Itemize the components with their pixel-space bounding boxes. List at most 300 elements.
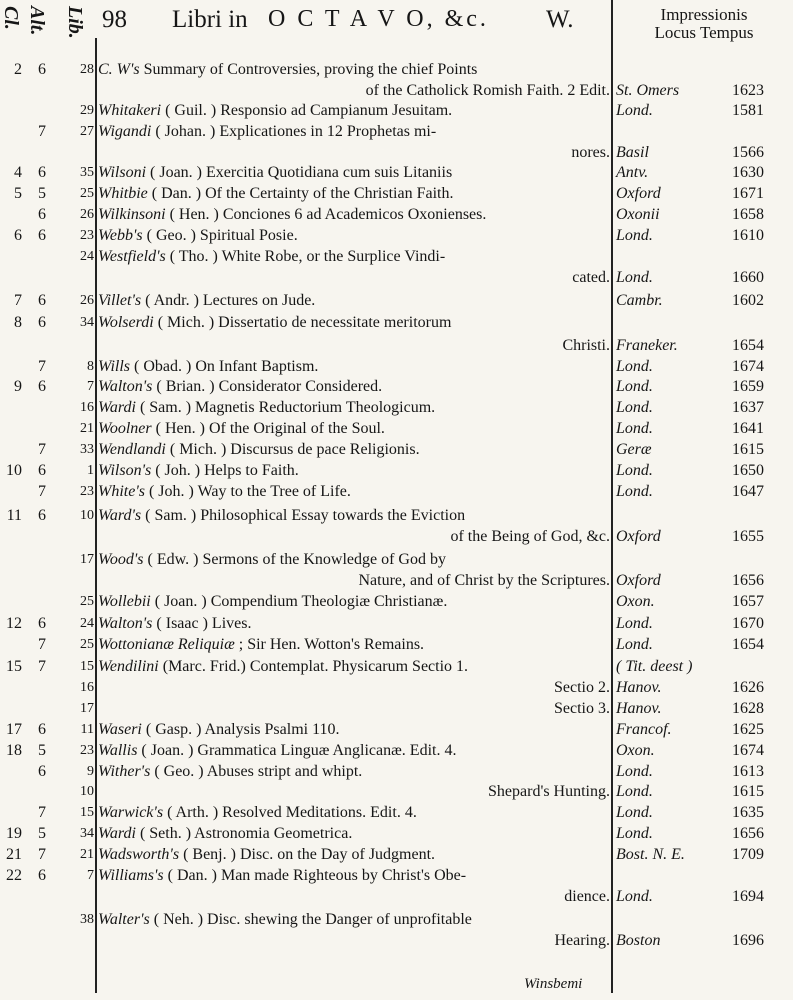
book-number: 21 — [80, 421, 94, 436]
author-name: Villet's — [98, 292, 142, 309]
imprint-year: 1671 — [732, 185, 764, 202]
title-text: ; Sir Hen. Wotton's Remains. — [234, 636, 425, 653]
title-text: ( Hen. ) Conciones 6 ad Academicos Oxonienses. — [165, 206, 487, 223]
title-text: Shepard's Hunting. — [488, 783, 610, 800]
imprint-place: Basil — [616, 144, 649, 161]
imprint-year: 1674 — [732, 358, 764, 375]
imprint-place: Oxon. — [616, 593, 655, 610]
entry-text — [98, 887, 610, 907]
shelf-number: 7 — [38, 441, 46, 458]
imprint-year: 1628 — [732, 700, 764, 717]
shelf-number: 7 — [38, 358, 46, 375]
book-number: 38 — [80, 912, 94, 927]
entry-text — [98, 635, 610, 655]
imprint-year: 1650 — [732, 462, 764, 479]
class-number: 11 — [6, 507, 22, 524]
class-number: 7 — [14, 292, 22, 309]
book-number: 35 — [80, 165, 94, 180]
author-name: Wither's — [98, 763, 151, 780]
entry-text — [98, 824, 610, 844]
imprint-year: 1566 — [732, 144, 764, 161]
book-number: 26 — [80, 207, 94, 222]
imprint-year: 1637 — [732, 399, 764, 416]
author-name: Whitakeri — [98, 102, 162, 119]
entry-text — [98, 845, 610, 865]
entry-text — [98, 122, 610, 142]
book-number: 28 — [80, 62, 94, 77]
entry-text — [98, 762, 610, 782]
title-text: ( Joan. ) Exercitia Quotidiana cum suis Litaniis — [146, 164, 453, 181]
book-number: 21 — [80, 847, 94, 862]
imprint-year: 1674 — [732, 742, 764, 759]
title-text: ( Joh. ) Way to the Tree of Life. — [144, 483, 351, 500]
book-number: 25 — [80, 637, 94, 652]
catalogue-row — [0, 440, 793, 460]
title-text: ( Edw. ) Sermons of the Knowledge of God by — [143, 551, 446, 568]
catalogue-row — [0, 614, 793, 634]
title-text: of the Being of God, &c. — [450, 528, 610, 545]
shelf-number: 6 — [38, 314, 46, 331]
imprint-year: 1615 — [732, 783, 764, 800]
catchword: Winsbemi — [524, 976, 583, 992]
title-text: ( Arth. ) Resolved Meditations. Edit. 4. — [163, 804, 417, 821]
shelf-number: 6 — [38, 462, 46, 479]
imprint-place: Lond. — [616, 378, 653, 395]
imprint-year: 1610 — [732, 227, 764, 244]
catalogue-row — [0, 845, 793, 865]
catalogue-row — [0, 506, 793, 526]
class-number: 22 — [6, 867, 22, 884]
catalogue-row — [0, 377, 793, 397]
book-number: 26 — [80, 293, 94, 308]
entry-text — [98, 866, 610, 886]
imprint-place: Lond. — [616, 783, 653, 800]
author-name: Wottonianæ Reliquiæ — [98, 636, 235, 653]
imprint-place: Lond. — [616, 399, 653, 416]
imprint-place: Francof. — [616, 721, 672, 738]
imprint-year: 1656 — [732, 572, 764, 589]
title-text: ( Sam. ) Magnetis Reductorium Theologicum. — [135, 399, 436, 416]
book-number: 15 — [80, 805, 94, 820]
imprint-place: Cambr. — [616, 292, 663, 309]
entry-text — [98, 163, 610, 183]
title-text: ( Hen. ) Of the Original of the Soul. — [151, 420, 385, 437]
imprint-place: Geræ — [616, 441, 652, 458]
author-name: Walton's — [98, 615, 153, 632]
catalogue-row — [0, 357, 793, 377]
title-text: Hearing. — [554, 932, 610, 949]
imprint-year: 1670 — [732, 615, 764, 632]
col-header-alt: Alt. — [26, 6, 48, 36]
title-text: ( Andr. ) Lectures on Jude. — [141, 292, 316, 309]
imprint-year: 1709 — [732, 846, 764, 863]
catalogue-row — [0, 699, 793, 719]
imprint-place: St. Omers — [616, 82, 680, 99]
author-name: Walton's — [98, 378, 153, 395]
imprint-year: 1654 — [732, 337, 764, 354]
catalogue-row — [0, 910, 793, 930]
shelf-number: 5 — [38, 742, 46, 759]
title-text: ( Seth. ) Astronomia Geometrica. — [135, 825, 353, 842]
book-number: 7 — [87, 379, 94, 394]
catalogue-row — [0, 527, 793, 547]
catalogue-row — [0, 205, 793, 225]
title-text: ( Johan. ) Explicationes in 12 Prophetas mi- — [151, 123, 437, 140]
author-name: Wills — [98, 358, 131, 375]
imprint-place: Lond. — [616, 763, 653, 780]
catalogue-row — [0, 101, 793, 121]
author-name: Walter's — [98, 911, 150, 928]
book-number: 23 — [80, 743, 94, 758]
entry-text — [98, 440, 610, 460]
catalogue-row — [0, 720, 793, 740]
book-number: 27 — [80, 124, 94, 139]
shelf-number: 6 — [38, 721, 46, 738]
title-text: ( Obad. ) On Infant Baptism. — [130, 358, 319, 375]
imprint-year: 1660 — [732, 269, 764, 286]
title-text: ( Dan. ) Man made Righteous by Christ's Obe- — [163, 867, 467, 884]
imprint-place: Oxford — [616, 572, 661, 589]
catalogue-row — [0, 482, 793, 502]
shelf-number: 7 — [38, 636, 46, 653]
title-text: ( Sam. ) Philosophical Essay towards the Eviction — [141, 507, 466, 524]
imprint-place: Franeker. — [616, 337, 678, 354]
entry-text — [98, 699, 610, 719]
imprint-place: Lond. — [616, 269, 653, 286]
author-name: Whitbie — [98, 185, 148, 202]
book-number: 29 — [80, 103, 94, 118]
entry-text — [98, 336, 610, 356]
book-number: 9 — [87, 764, 94, 779]
title-text: of the Catholick Romish Faith. 2 Edit. — [365, 82, 610, 99]
book-number: 34 — [80, 315, 94, 330]
book-number: 25 — [80, 594, 94, 609]
title-text: ( Tho. ) White Robe, or the Surplice Vindi- — [165, 248, 446, 265]
author-name: Wallis — [98, 742, 138, 759]
catalogue-row — [0, 678, 793, 698]
catalogue-row — [0, 81, 793, 101]
title-text: dience. — [564, 888, 610, 905]
class-number: 19 — [6, 825, 22, 842]
class-number: 15 — [6, 658, 22, 675]
imprint-place: Lond. — [616, 636, 653, 653]
imprint-place: Lond. — [616, 102, 653, 119]
entry-text — [98, 506, 610, 526]
catalogue-row — [0, 313, 793, 333]
entry-text — [98, 931, 610, 951]
entry-text — [98, 527, 610, 547]
imprint-year: 1657 — [732, 593, 764, 610]
author-name: Wilkinsoni — [98, 206, 166, 223]
book-number: 34 — [80, 826, 94, 841]
imprint-place: Lond. — [616, 358, 653, 375]
imprint-place: Lond. — [616, 462, 653, 479]
imprint-year: 1658 — [732, 206, 764, 223]
shelf-number: 6 — [38, 378, 46, 395]
imprint-place: Lond. — [616, 804, 653, 821]
class-number: 2 — [14, 61, 22, 78]
author-name: Wardi — [98, 399, 136, 416]
imprint-place: Boston — [616, 932, 661, 949]
title-prefix: Libri in — [172, 6, 248, 33]
catalogue-row — [0, 887, 793, 907]
author-name: Westfield's — [98, 248, 166, 265]
book-number: 1 — [87, 463, 94, 478]
imprint-place: Hanov. — [616, 679, 662, 696]
imprint-place: Lond. — [616, 420, 653, 437]
entry-text — [98, 143, 610, 163]
imprint-year: 1625 — [732, 721, 764, 738]
book-number: 8 — [87, 359, 94, 374]
book-number: 24 — [80, 249, 94, 264]
title-text: ( Mich. ) Dissertatio de necessitate meritorum — [153, 314, 452, 331]
entry-text — [98, 291, 610, 311]
author-name: Wendilini — [98, 658, 159, 675]
imprint-place: Antv. — [616, 164, 649, 181]
page-title: O C T A V O, &c. — [268, 6, 489, 32]
shelf-number: 6 — [38, 763, 46, 780]
imprint-place: Lond. — [616, 615, 653, 632]
imprint-place: Oxford — [616, 528, 661, 545]
shelf-number: 6 — [38, 292, 46, 309]
entry-text — [98, 60, 610, 80]
catalogue-row — [0, 803, 793, 823]
title-text: Christi. — [562, 337, 610, 354]
class-number: 17 — [6, 721, 22, 738]
imprint-year: 1654 — [732, 636, 764, 653]
class-number: 21 — [6, 846, 22, 863]
imprint-year: 1630 — [732, 164, 764, 181]
entry-text — [98, 184, 610, 204]
book-number: 16 — [80, 680, 94, 695]
entry-text — [98, 782, 610, 802]
title-text: ( Geo. ) Spiritual Posie. — [142, 227, 298, 244]
entry-text — [98, 592, 610, 612]
catalogue-row — [0, 592, 793, 612]
entry-text — [98, 461, 610, 481]
catalogue-row — [0, 268, 793, 288]
catalogue-row — [0, 184, 793, 204]
catalogue-row — [0, 550, 793, 570]
author-name: Waseri — [98, 721, 142, 738]
imprint-year: 1694 — [732, 888, 764, 905]
entry-text — [98, 720, 610, 740]
catalogue-row — [0, 461, 793, 481]
catalogue-row — [0, 741, 793, 761]
shelf-number: 7 — [38, 658, 46, 675]
catalogue-row — [0, 635, 793, 655]
title-text: ( Benj. ) Disc. on the Day of Judgment. — [179, 846, 436, 863]
imprint-year: 1581 — [732, 102, 764, 119]
entry-text — [98, 678, 610, 698]
catalogue-row — [0, 866, 793, 886]
author-name: Wilsoni — [98, 164, 147, 181]
imprint-year: 1655 — [732, 528, 764, 545]
imprint-year: 1656 — [732, 825, 764, 842]
col-header-cl: Cl. — [0, 6, 22, 30]
class-number: 4 — [14, 164, 22, 181]
class-number: 6 — [14, 227, 22, 244]
shelf-number: 6 — [38, 867, 46, 884]
book-number: 23 — [80, 228, 94, 243]
title-text: Nature, and of Christ by the Scriptures. — [358, 572, 610, 589]
imprint-place: Bost. N. E. — [616, 846, 685, 863]
page-number: 98 — [102, 6, 127, 33]
title-text: ( Mich. ) Discursus de pace Religionis. — [165, 441, 420, 458]
book-number: 15 — [80, 659, 94, 674]
catalogue-row — [0, 782, 793, 802]
catalogue-row — [0, 931, 793, 951]
catalogue-row — [0, 419, 793, 439]
title-text: ( Joan. ) Compendium Theologiæ Christianæ. — [150, 593, 448, 610]
catalogue-row — [0, 291, 793, 311]
class-number: 18 — [6, 742, 22, 759]
title-text: ( Isaac ) Lives. — [152, 615, 252, 632]
author-name: Woolner — [98, 420, 152, 437]
title-text: ( Dan. ) Of the Certainty of the Christian Faith. — [147, 185, 454, 202]
shelf-number: 6 — [38, 507, 46, 524]
catalogue-row — [0, 163, 793, 183]
imprint-year: 1641 — [732, 420, 764, 437]
catalogue-row — [0, 762, 793, 782]
author-name: Wigandi — [98, 123, 152, 140]
author-name: Wilson's — [98, 462, 152, 479]
shelf-number: 6 — [38, 206, 46, 223]
entry-text — [98, 803, 610, 823]
catalogue-row — [0, 60, 793, 80]
class-number: 10 — [6, 462, 22, 479]
entry-text — [98, 205, 610, 225]
entry-text — [98, 101, 610, 121]
book-number: 11 — [80, 722, 94, 737]
author-name: Wadsworth's — [98, 846, 180, 863]
book-number: 7 — [87, 868, 94, 883]
entry-text — [98, 571, 610, 591]
book-number: 17 — [80, 701, 94, 716]
catalogue-row — [0, 657, 793, 677]
catalogue-row — [0, 226, 793, 246]
book-number: 24 — [80, 616, 94, 631]
shelf-number: 6 — [38, 61, 46, 78]
imprint-place: Lond. — [616, 227, 653, 244]
entry-text — [98, 398, 610, 418]
imprint-place: Oxonii — [616, 206, 660, 223]
author-name: White's — [98, 483, 145, 500]
title-text: Summary of Controversies, proving the chief Points — [139, 61, 478, 78]
entry-text — [98, 910, 610, 930]
entry-text — [98, 550, 610, 570]
entry-text — [98, 357, 610, 377]
imprint-year: 1626 — [732, 679, 764, 696]
entry-text — [98, 377, 610, 397]
book-number: 10 — [80, 508, 94, 523]
entry-text — [98, 247, 610, 267]
col-header-lib: Lib. — [64, 6, 86, 39]
author-name: Wendlandi — [98, 441, 166, 458]
imprint-place: ( Tit. deest ) — [616, 658, 693, 675]
catalogue-row — [0, 143, 793, 163]
author-name: Warwick's — [98, 804, 164, 821]
author-name: Wood's — [98, 551, 144, 568]
title-text: ( Joan. ) Grammatica Linguæ Anglicanæ. Edit. 4. — [137, 742, 457, 759]
author-name: Webb's — [98, 227, 143, 244]
author-name: Wardi — [98, 825, 136, 842]
catalogue-row — [0, 571, 793, 591]
shelf-number: 5 — [38, 825, 46, 842]
title-text: nores. — [571, 144, 610, 161]
entry-text — [98, 419, 610, 439]
class-number: 8 — [14, 314, 22, 331]
imprint-year: 1615 — [732, 441, 764, 458]
book-number: 33 — [80, 442, 94, 457]
entry-text — [98, 81, 610, 101]
title-text: ( Geo. ) Abuses stript and whipt. — [150, 763, 363, 780]
imprint-place: Oxon. — [616, 742, 655, 759]
title-text: cated. — [572, 269, 610, 286]
book-number: 25 — [80, 186, 94, 201]
section-letter: W. — [546, 6, 574, 33]
title-text: ( Neh. ) Disc. shewing the Danger of unprofitable — [149, 911, 472, 928]
imprint-year: 1623 — [732, 82, 764, 99]
title-text: ( Guil. ) Responsio ad Campianum Jesuitam. — [161, 102, 453, 119]
book-number: 10 — [80, 784, 94, 799]
shelf-number: 6 — [38, 164, 46, 181]
shelf-number: 7 — [38, 804, 46, 821]
catalogue-row — [0, 398, 793, 418]
title-text: ( Brian. ) Considerator Considered. — [152, 378, 383, 395]
imprint-year: 1647 — [732, 483, 764, 500]
imprint-place: Hanov. — [616, 700, 662, 717]
entry-text — [98, 226, 610, 246]
imprint-place: Lond. — [616, 483, 653, 500]
shelf-number: 7 — [38, 846, 46, 863]
entry-text — [98, 482, 610, 502]
imprint-year: 1659 — [732, 378, 764, 395]
author-name: Wolserdi — [98, 314, 154, 331]
class-number: 5 — [14, 185, 22, 202]
entry-text — [98, 313, 610, 333]
author-name: C. W's — [98, 61, 140, 78]
title-text: ( Gasp. ) Analysis Psalmi 110. — [141, 721, 340, 738]
imprint-place: Lond. — [616, 888, 653, 905]
imprint-place: Lond. — [616, 825, 653, 842]
entry-text — [98, 657, 610, 677]
imprint-year: 1613 — [732, 763, 764, 780]
book-number: 23 — [80, 484, 94, 499]
class-number: 12 — [6, 615, 22, 632]
entry-text — [98, 268, 610, 288]
shelf-number: 7 — [38, 483, 46, 500]
shelf-number: 6 — [38, 615, 46, 632]
shelf-number: 5 — [38, 185, 46, 202]
catalogue-row — [0, 247, 793, 267]
author-name: Wollebii — [98, 593, 151, 610]
title-text: Sectio 3. — [554, 700, 610, 717]
book-number: 17 — [80, 552, 94, 567]
impressionis-line2: Locus Tempus — [654, 23, 754, 42]
impressionis-line1: Impressionis — [660, 5, 748, 24]
catalogue-row — [0, 824, 793, 844]
author-name: Ward's — [98, 507, 142, 524]
title-text: (Marc. Frid.) Contemplat. Physicarum Sectio 1. — [158, 658, 469, 675]
catalogue-row — [0, 336, 793, 356]
author-name: Williams's — [98, 867, 164, 884]
imprint-year: 1602 — [732, 292, 764, 309]
shelf-number: 6 — [38, 227, 46, 244]
title-text: ( Joh. ) Helps to Faith. — [151, 462, 299, 479]
book-number: 16 — [80, 400, 94, 415]
entry-text — [98, 614, 610, 634]
